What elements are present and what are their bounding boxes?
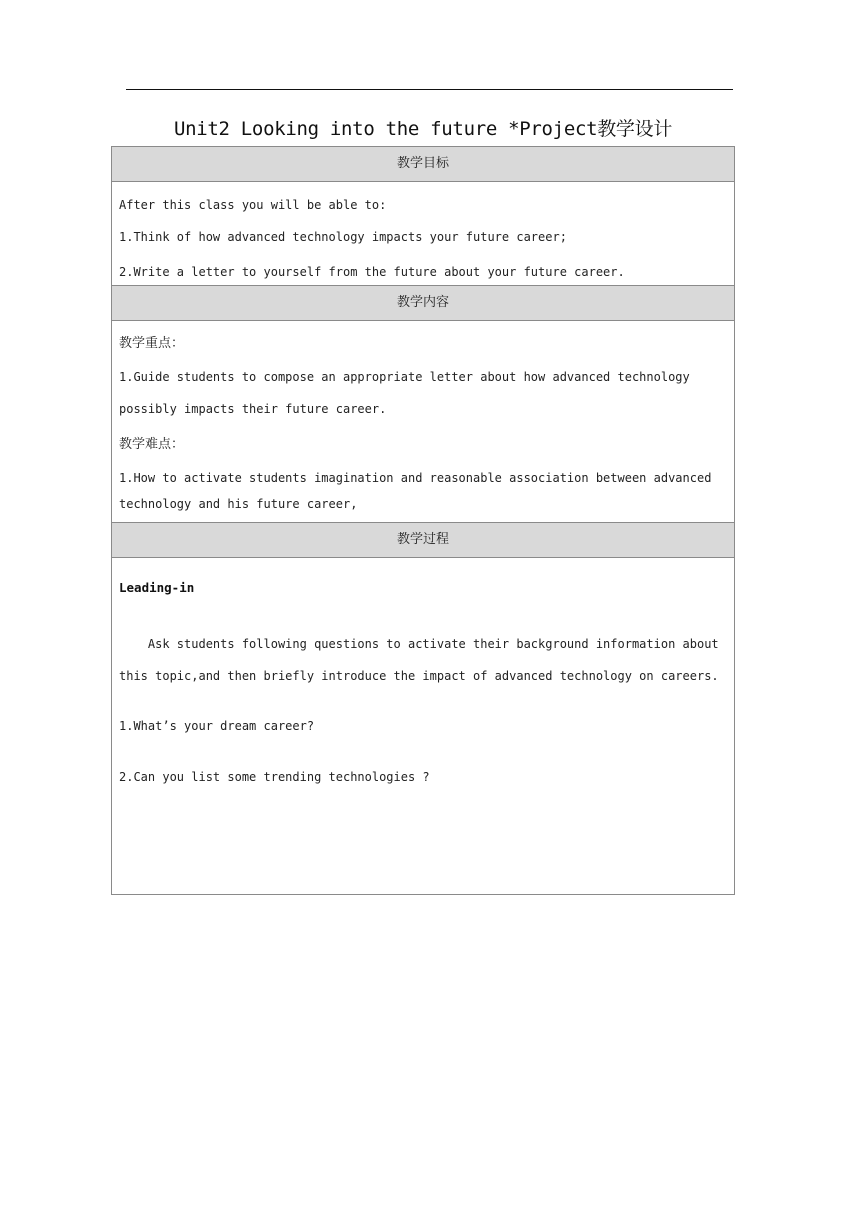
objectives-section <box>112 182 734 286</box>
header-rule <box>126 89 733 90</box>
intro-line: this topic,and then briefly introduce the impact of advanced technology on careers. <box>119 669 719 683</box>
key-points-label: 教学重点： <box>119 336 185 351</box>
objectives-intro: After this class you will be able to: <box>119 198 387 212</box>
lesson-plan-table <box>111 146 735 895</box>
question-item: 1.What’s your dream career? <box>119 719 315 733</box>
question-item: 2.Can you list some trending technologies ? <box>119 770 430 784</box>
process-heading: 教学过程 <box>112 523 734 558</box>
process-section <box>112 558 734 894</box>
intro-line: Ask students following questions to activate their background information about <box>119 637 719 651</box>
objective-item: 1.Think of how advanced technology impacts your future career; <box>119 230 567 244</box>
objective-item: 2.Write a letter to yourself from the future about your future career. <box>119 265 625 279</box>
document-title: Unit2 Looking into the future *Project教学设计 <box>173 118 673 140</box>
content-heading: 教学内容 <box>112 286 734 321</box>
content-section <box>112 321 734 523</box>
difficult-point-line: technology and his future career, <box>119 497 358 511</box>
difficult-point-line: 1.How to activate students imagination and reasonable association between advanced <box>119 471 712 485</box>
difficult-points-label: 教学难点： <box>119 437 185 452</box>
step-title: Leading-in <box>119 580 195 595</box>
key-point-line: 1.Guide students to compose an appropriate letter about how advanced technology <box>119 370 690 384</box>
objectives-heading: 教学目标 <box>112 147 734 182</box>
key-point-line: possibly impacts their future career. <box>119 402 387 416</box>
